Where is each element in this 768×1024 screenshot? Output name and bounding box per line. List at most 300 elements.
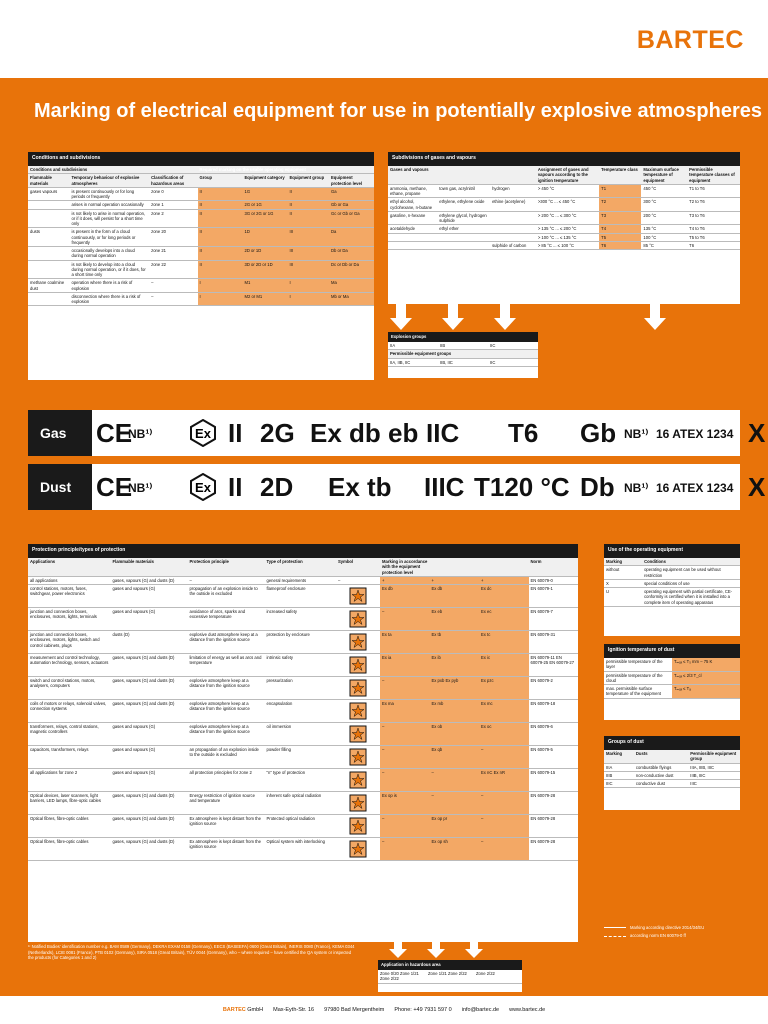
table-cell: without <box>604 566 642 580</box>
gas-category: 2G <box>260 418 295 448</box>
header-cell: Norm <box>529 558 579 576</box>
table-cell: gases, vapours (G) and dusts (D) <box>111 815 188 838</box>
table-cell: control stations, motors, fuses, switchgear, power electronics <box>28 585 111 608</box>
dust-group: II <box>228 472 243 502</box>
zone-cell-1: Zone 1/21 Zone 2/22 <box>426 970 474 983</box>
header-cell <box>430 558 480 576</box>
table-cell: inherent safe optical radiation <box>265 792 337 815</box>
header-cell: Marking in accordance with the equipment protection level <box>380 558 430 576</box>
table-cell: Db or Da <box>329 247 374 261</box>
table-cell: EN 60079-15 <box>529 769 579 792</box>
table-cell: zone 22 <box>149 260 197 279</box>
table-cell: Ex ia <box>380 654 430 677</box>
table-cell: – <box>380 838 430 861</box>
table-cell: junction and connection boxes, enclosures, motors, lights, switch and control cabinets, plugs <box>28 631 111 654</box>
table-cell: Ex ma <box>380 700 430 723</box>
bartec-logo: BARTEC <box>636 26 744 54</box>
table-cell: T5 <box>599 233 641 241</box>
header-cell: Permissible temperature classes of equipment <box>687 166 740 184</box>
protection-symbol-icon <box>349 794 367 812</box>
table-cell: T2 <box>599 198 641 212</box>
table-cell: ethylene, ethylene oxide <box>437 198 490 212</box>
protection-symbol-icon <box>349 840 367 858</box>
table-cell: all applications for zone 2 <box>28 769 111 792</box>
table-cell: 3G or 2G or 1G <box>243 209 288 228</box>
table-cell: avoidance of arcs, sparks and excessive temperature <box>188 608 265 631</box>
table-cell: EN 60079-7 <box>529 608 579 631</box>
table-cell: gases, vapours (G) and dusts (D) <box>111 654 188 677</box>
table-cell: occasionally develops into a cloud during normal operation <box>70 247 150 261</box>
use-col-marking: Marking <box>604 558 642 566</box>
gas-epl: Gb <box>580 418 617 448</box>
table-cell: – <box>479 746 529 769</box>
table-cell: Tₘₐₓ ≤ Tₐ <box>672 685 740 699</box>
table-row <box>604 588 740 607</box>
table-cell: EN 60079-0 <box>529 576 579 584</box>
table-cell: gasoline, n-hexane <box>388 211 437 225</box>
table-cell: Ex op pr <box>430 815 480 838</box>
table-cell: sulphide of carbon <box>490 241 536 249</box>
table-cell: I <box>198 292 243 306</box>
table-cell: T2 to T6 <box>687 198 740 212</box>
table-cell: Gb or Ga <box>329 201 374 209</box>
dust-epl: Db <box>580 472 615 502</box>
table-cell: 135 °C <box>641 225 687 233</box>
subdivision-arrows <box>388 304 740 332</box>
table-cell: EN 60079-31 <box>529 631 579 654</box>
table-cell: I <box>198 279 243 293</box>
table-cell: gases and vapours (G) <box>111 723 188 746</box>
table-cell: non-conductive dust <box>634 771 688 779</box>
table-cell: Ex atmosphere is kept distant from the ignition source <box>188 815 265 838</box>
table-cell: gases vapours <box>28 187 70 201</box>
table-cell: explosive atmosphere keep at a distance from the ignition source <box>188 677 265 700</box>
dust-certificate: 16 ATEX 1234 <box>656 481 734 495</box>
table-cell: explosive dust atmosphere keep at a distance from the ignition source <box>188 631 265 654</box>
table-cell: ethine (acetylene) <box>490 198 536 212</box>
table-cell <box>336 677 380 700</box>
table-cell: 100 °C <box>641 233 687 241</box>
table-cell: T4 <box>599 225 641 233</box>
table-cell: zone 0 <box>149 187 197 201</box>
explosion-groups-panel <box>388 332 538 378</box>
table-cell: II <box>198 187 243 201</box>
header-cell <box>437 166 490 184</box>
table-cell: >300 °C ... ≤ 450 °C <box>536 198 599 212</box>
table-cell: Ma <box>329 279 374 293</box>
table-cell: EN 60079-28 <box>529 838 579 861</box>
table-cell: T4 to T6 <box>687 225 740 233</box>
eg-iia: IIA <box>388 342 438 350</box>
table-cell: IIIA <box>604 763 634 771</box>
table-cell: operation where there is a risk of explosion <box>70 279 150 293</box>
table-row <box>604 780 740 788</box>
table-cell: – <box>430 769 480 792</box>
table-cell: 2G or 1G <box>243 201 288 209</box>
table-row <box>28 576 578 584</box>
gas-label: Gas <box>28 410 92 456</box>
explosion-groups-header: Explosion groups <box>388 332 538 342</box>
table-cell: Da <box>329 228 374 247</box>
table-cell: > 100 °C ... ≤ 135 °C <box>536 233 599 241</box>
table-cell: powder filling <box>265 746 337 769</box>
table-cell: max. permissible surface temperature of the equipment <box>604 685 672 699</box>
table-cell: Ex tc <box>479 631 529 654</box>
table-cell: 2D or 1D <box>243 247 288 261</box>
table-cell: + <box>380 576 430 584</box>
table-cell: oil immersion <box>265 723 337 746</box>
protection-symbol-icon <box>349 610 367 628</box>
groups-dust-header: Groups of dust <box>604 736 740 750</box>
table-cell: capacitors, transformers, relays <box>28 746 111 769</box>
table-cell: pressurization <box>265 677 337 700</box>
table-row <box>388 241 740 249</box>
table-cell: gases and vapours (G) <box>111 769 188 792</box>
table-row <box>28 723 578 746</box>
footer-email: info@bartec.de <box>461 1007 500 1013</box>
table-cell: gases and vapours (G) <box>111 608 188 631</box>
protection-symbol-icon <box>349 748 367 766</box>
use-header: Use of the operating equipment <box>604 544 740 558</box>
table-cell: M2 or M1 <box>243 292 288 306</box>
nb-label: NB¹⁾ <box>128 427 153 441</box>
table-cell: gases and vapours (G) <box>111 746 188 769</box>
table-cell <box>336 700 380 723</box>
table-cell: Mb or Ma <box>329 292 374 306</box>
header-cell: Symbol <box>336 558 380 576</box>
table-cell: – <box>149 279 197 293</box>
table-cell: Ex mb <box>430 700 480 723</box>
protection-symbol-icon <box>349 679 367 697</box>
table-cell: ethylene glycol, hydrogen sulphide <box>437 211 490 225</box>
table-cell: – <box>380 746 430 769</box>
table-row <box>604 763 740 771</box>
conditions-header: Conditions and subdivisions <box>28 152 374 166</box>
table-cell: II <box>198 228 243 247</box>
table-cell: Optical fibres, fibre-optic cables <box>28 838 111 861</box>
table-cell: Gc or Gb or Ga <box>329 209 374 228</box>
table-cell: X <box>604 579 642 587</box>
table-cell: permissible temperature of the layer <box>604 658 672 671</box>
table-cell: Ga <box>329 187 374 201</box>
table-cell: ethyl alcohol, cyclohexane, n-butane <box>388 198 437 212</box>
header-cell: Group <box>198 174 243 188</box>
protection-symbol-icon <box>349 702 367 720</box>
table-cell: hydrogen <box>490 184 536 198</box>
nb-label-2: NB¹⁾ <box>624 481 649 495</box>
dust-marking <box>28 464 766 510</box>
table-cell: II <box>198 209 243 228</box>
table-cell: gases, vapours (G) and dusts (D) <box>111 792 188 815</box>
table-cell: Ex dc <box>479 585 529 608</box>
table-cell: measurement and control technology, automation technology, sensors, actuators <box>28 654 111 677</box>
table-cell <box>28 247 70 261</box>
table-row <box>604 685 740 699</box>
table-cell: gases, vapours (G) and dusts (D) <box>111 677 188 700</box>
table-cell: permissible temperature of the cloud <box>604 671 672 685</box>
gas-marking <box>28 410 766 456</box>
table-cell: Optical devices, laser scanners, light barriers, LED lamps, fibre-optic cables <box>28 792 111 815</box>
ce-mark: CE <box>96 418 133 448</box>
gas-certificate: 16 ATEX 1234 <box>656 427 734 441</box>
table-cell: III <box>287 228 329 247</box>
header-cell <box>479 558 529 576</box>
table-cell: T3 to T6 <box>687 211 740 225</box>
use-panel <box>604 544 740 636</box>
table-cell: propagation of an explosion inside to the outside is excluded <box>188 585 265 608</box>
table-cell: flameproof enclosure <box>265 585 337 608</box>
pg-iia: IIA, IIB, IIC <box>388 358 438 366</box>
pg-iib: IIB, IIC <box>438 358 488 366</box>
table-cell: explosive atmosphere keep at a distance from the ignition source <box>188 700 265 723</box>
table-row <box>28 209 374 228</box>
table-cell: zone 1 <box>149 201 197 209</box>
table-cell: – <box>380 815 430 838</box>
table-cell: II <box>287 201 329 209</box>
dust-category: 2D <box>260 472 294 502</box>
table-cell: T6 <box>599 241 641 249</box>
table-cell: increased safety <box>265 608 337 631</box>
table-cell: all applications <box>28 576 111 584</box>
table-cell: II <box>198 247 243 261</box>
header-cell: Equipment category <box>243 174 288 188</box>
table-cell <box>388 233 437 241</box>
table-row <box>28 769 578 792</box>
gas-explosion-group: IIC <box>426 418 460 448</box>
table-cell: – <box>380 608 430 631</box>
table-cell: Ex tb <box>430 631 480 654</box>
table-row <box>28 201 374 209</box>
header-cell: Assignment of gases and vapours according to the ignition temperature <box>536 166 599 184</box>
table-row <box>28 815 578 838</box>
table-cell: combustible flyings <box>634 763 688 771</box>
zone-arrows <box>388 940 508 960</box>
header-cell: Maximum surface temperature of equipment <box>641 166 687 184</box>
table-cell: T6 <box>687 241 740 249</box>
gas-temp-class: T6 <box>508 418 539 448</box>
table-cell <box>336 654 380 677</box>
table-cell: IIIB, IIIC <box>688 771 740 779</box>
table-cell: – <box>479 815 529 838</box>
table-cell: zone 2 <box>149 209 197 228</box>
table-row <box>388 233 740 241</box>
table-cell: Dc or Db or Da <box>329 260 374 279</box>
table-cell: Ex op sh <box>430 838 480 861</box>
gas-x: X <box>748 418 766 448</box>
table-cell: EN 60079-11 EN 60079-25 EN 60079-27 <box>529 654 579 677</box>
table-row <box>604 658 740 671</box>
table-cell <box>490 233 536 241</box>
legend <box>604 924 704 941</box>
header-cell <box>490 166 536 184</box>
protection-symbol-icon <box>349 817 367 835</box>
table-cell: Ex eb <box>430 608 480 631</box>
protection-symbol-icon <box>349 633 367 651</box>
table-cell <box>336 769 380 792</box>
page-title: Marking of electrical equipment for use in potentially explosive atmospheres <box>34 100 762 122</box>
protection-symbol-icon <box>349 771 367 789</box>
table-cell: conductive dust <box>634 780 688 788</box>
table-cell: Ex ic <box>479 654 529 677</box>
table-cell: IIIC <box>688 780 740 788</box>
table-cell: 3D or 2D or 1D <box>243 260 288 279</box>
table-cell: is not likely to develop into a cloud during normal operation, or if it does, for a short time only <box>70 260 150 279</box>
table-cell: Ex ib <box>430 654 480 677</box>
conditions-sub-a: Conditions and subdivisions <box>28 166 198 174</box>
table-cell <box>28 201 70 209</box>
table-row <box>28 654 578 677</box>
table-cell <box>336 792 380 815</box>
table-cell: I <box>287 279 329 293</box>
table-cell <box>336 631 380 654</box>
table-cell <box>490 225 536 233</box>
footer <box>0 996 768 1024</box>
table-cell: EN 60079-5 <box>529 746 579 769</box>
table-cell: Ex nC Ex nR <box>479 769 529 792</box>
table-cell: 85 °C <box>641 241 687 249</box>
table-cell: EN 60079-2 <box>529 677 579 700</box>
table-cell: EN 60079-1 <box>529 585 579 608</box>
footer-gmbh: GmbH <box>247 1007 264 1013</box>
zone-cell-0: Zone 0/20 Zone 1/21 Zone 2/22 <box>378 970 426 983</box>
table-row <box>604 579 740 587</box>
table-cell: limitation of energy as well as arcs and temperature <box>188 654 265 677</box>
table-row <box>28 279 374 293</box>
table-cell: II <box>198 260 243 279</box>
ex-hexagon-icon <box>190 473 216 501</box>
table-row <box>28 631 578 654</box>
footer-brand: BARTEC <box>222 1007 246 1013</box>
gas-group: II <box>228 418 243 448</box>
notified-bodies-note: ¹⁾ Notified Bodies' identification number e.g. BAM 0589 (Germany), DEKRA EXAM 0158 (Germany), EECS (BASEEFA) 0600 (Great Britain), INERIS 0080 (France), KEMA 0344 (Netherlands), LCIE 0081 (France), PTB 0102 (Germany), SIRA 0518 (Great Britain), TÜV 0044 (Germany), who – where required – have certified the QA system or inspected the products (for Categories 1 and 2) <box>28 944 355 961</box>
header-cell: Flammable materials <box>111 558 188 576</box>
table-cell: general requirements <box>265 576 337 584</box>
table-cell: + <box>479 576 529 584</box>
table-cell: – <box>149 292 197 306</box>
header-cell: Temperature class <box>599 166 641 184</box>
header-cell: Protection principle <box>188 558 265 576</box>
table-cell: Protected optical radiation <box>265 815 337 838</box>
eg-iib: IIB <box>438 342 488 350</box>
groups-dust-panel <box>604 736 740 810</box>
table-cell: arises in normal operation occasionally <box>70 201 150 209</box>
permissible-groups-label: Permissible equipment groups <box>388 350 538 358</box>
table-cell: Ex db <box>430 585 480 608</box>
table-cell: III <box>287 247 329 261</box>
table-cell: Ex ob <box>430 723 480 746</box>
zone-cell-2: Zone 2/22 <box>474 970 522 983</box>
table-cell <box>28 209 70 228</box>
table-row <box>28 792 578 815</box>
header-cell: Flammable materials <box>28 174 70 188</box>
table-row <box>388 211 740 225</box>
table-cell: – <box>380 723 430 746</box>
table-cell: dusts (D) <box>111 631 188 654</box>
table-row <box>388 184 740 198</box>
table-row <box>28 746 578 769</box>
dust-x: X <box>748 472 766 502</box>
table-cell: – <box>430 792 480 815</box>
table-row <box>28 677 578 700</box>
table-cell: T5 to T6 <box>687 233 740 241</box>
table-cell: 300 °C <box>641 198 687 212</box>
table-row <box>604 671 740 685</box>
table-cell: > 450 °C <box>536 184 599 198</box>
table-cell: Ex ec <box>479 608 529 631</box>
table-row <box>28 228 374 247</box>
table-cell: + <box>430 576 480 584</box>
header-cell: Applications <box>28 558 111 576</box>
nb-label-2: NB¹⁾ <box>624 427 649 441</box>
header-cell: Equipment group <box>287 174 329 188</box>
table-cell <box>336 723 380 746</box>
table-row <box>28 838 578 861</box>
table-cell: > 200 °C ... ≤ 300 °C <box>536 211 599 225</box>
table-cell: EN 60079-28 <box>529 792 579 815</box>
table-cell <box>336 838 380 861</box>
table-cell: Tₘₐₓ ≤ T₅ mm – 75 K <box>672 658 740 671</box>
table-cell: is present continuously or for long periods or frequently <box>70 187 150 201</box>
table-row <box>388 225 740 233</box>
table-cell: T1 to T6 <box>687 184 740 198</box>
table-cell: > 135 °C ... ≤ 200 °C <box>536 225 599 233</box>
header-cell: Temporary behaviour of explosive atmospheres <box>70 174 150 188</box>
table-cell: 200 °C <box>641 211 687 225</box>
zones-panel <box>378 960 522 992</box>
gd-col-2: Permissible equipment group <box>688 750 740 763</box>
table-cell <box>28 260 70 279</box>
table-cell: junction and connection boxes, enclosures, motors, lights, terminals <box>28 608 111 631</box>
table-cell: ammonia, methane, ethane, propane <box>388 184 437 198</box>
table-cell: disconnection where there is a risk of explosion <box>70 292 150 306</box>
eg-iic: IIC <box>488 342 538 350</box>
table-cell: gases, vapours (G) and dusts (D) <box>111 700 188 723</box>
table-cell <box>437 233 490 241</box>
footer-phone: Phone: +49 7931 597 0 <box>394 1007 452 1013</box>
table-cell: operating equipment with partial certificate, CE-conformity is certified when it is installed into a complete item of operating apparatus <box>642 588 740 607</box>
table-cell: all protection principles for zone 2 <box>188 769 265 792</box>
table-cell: T3 <box>599 211 641 225</box>
table-cell: EN 60079-6 <box>529 723 579 746</box>
ignition-header: Ignition temperature of dust <box>604 644 740 658</box>
table-cell: Tₘₐₓ ≤ 2/3 T_cl <box>672 671 740 685</box>
table-cell: protection by enclosure <box>265 631 337 654</box>
table-cell: acetaldehyde <box>388 225 437 233</box>
table-cell: encapsulation <box>265 700 337 723</box>
dust-temp: T120 °C <box>474 472 570 502</box>
table-cell: EN 60079-28 <box>529 815 579 838</box>
header-cell: Equipment protection level <box>329 174 374 188</box>
table-cell: 1D <box>243 228 288 247</box>
table-cell: Ex atmosphere is kept distant from the ignition source <box>188 838 265 861</box>
table-cell: zone 21 <box>149 247 197 261</box>
table-cell: Ex ta <box>380 631 430 654</box>
table-cell: special conditions of use <box>642 579 740 587</box>
table-cell: – <box>479 838 529 861</box>
table-cell: II <box>287 187 329 201</box>
table-row <box>28 247 374 261</box>
table-row <box>28 585 578 608</box>
table-cell: IIIB <box>604 771 634 779</box>
ignition-panel <box>604 644 740 720</box>
table-cell: 450 °C <box>641 184 687 198</box>
table-cell: gases and vapours (G) <box>111 585 188 608</box>
gas-protection: Ex db eb <box>310 418 419 448</box>
conditions-table <box>28 166 374 306</box>
dust-label: Dust <box>28 464 92 510</box>
header-cell: Gases and vapours <box>388 166 437 184</box>
table-row <box>28 260 374 279</box>
